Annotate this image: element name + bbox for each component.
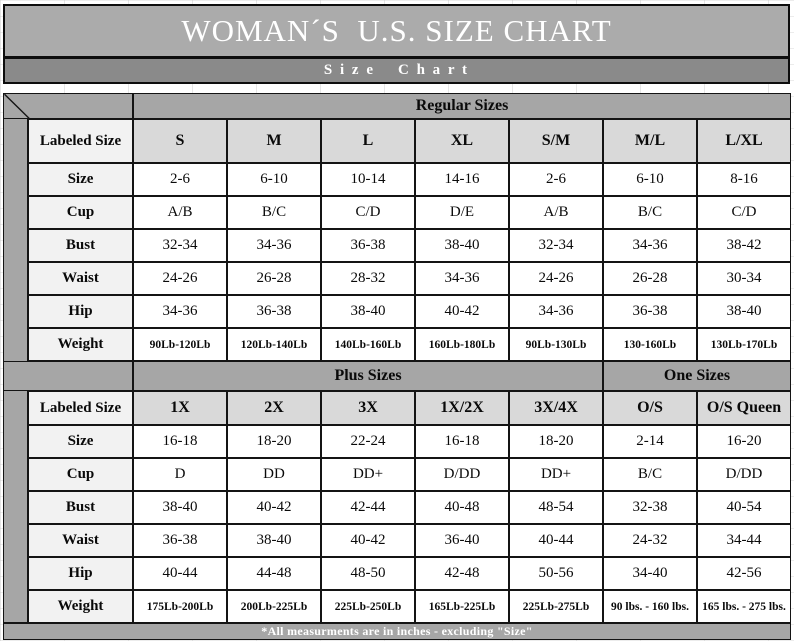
size-cell: 36-38 [603, 295, 697, 328]
size-cell: DD+ [509, 458, 603, 491]
size-cell: 165 lbs. - 275 lbs. [697, 590, 791, 623]
size-cell: B/C [227, 196, 321, 229]
size-cell: 38-40 [415, 229, 509, 262]
size-cell: 28-32 [321, 262, 415, 295]
size-cell: 48-50 [321, 557, 415, 590]
size-cell: 130Lb-170Lb [697, 328, 791, 361]
size-cell: 22-24 [321, 425, 415, 458]
size-cell: 38-40 [133, 491, 227, 524]
table-row [28, 425, 791, 458]
table-row [28, 229, 791, 262]
size-cell: 30-34 [697, 262, 791, 295]
size-cell: 42-44 [321, 491, 415, 524]
size-cell: 40-42 [321, 524, 415, 557]
size-cell: C/D [321, 196, 415, 229]
column-header: 3X/4X [509, 391, 603, 425]
section-band-row [3, 361, 791, 391]
size-cell: 36-40 [415, 524, 509, 557]
size-cell: 34-36 [415, 262, 509, 295]
size-cell: DD+ [321, 458, 415, 491]
size-cell: 16-20 [697, 425, 791, 458]
size-cell: D/DD [697, 458, 791, 491]
labeled-size-row [28, 391, 791, 425]
size-table-body [28, 93, 791, 623]
size-cell: D [133, 458, 227, 491]
row-label: Bust [28, 229, 133, 262]
section-band-row [3, 93, 791, 119]
size-table [3, 93, 791, 640]
size-cell: 26-28 [603, 262, 697, 295]
size-cell: 200Lb-225Lb [227, 590, 321, 623]
size-cell: 50-56 [509, 557, 603, 590]
size-cell: 2-6 [133, 163, 227, 196]
column-header: M/L [603, 119, 697, 163]
row-label: Hip [28, 557, 133, 590]
row-label: Hip [28, 295, 133, 328]
size-cell: 34-36 [227, 229, 321, 262]
table-row [28, 295, 791, 328]
size-cell: 36-38 [227, 295, 321, 328]
size-cell: 40-54 [697, 491, 791, 524]
table-row [28, 196, 791, 229]
column-header: S/M [509, 119, 603, 163]
row-header: Labeled Size [28, 119, 133, 163]
table-row [28, 524, 791, 557]
row-label: Cup [28, 458, 133, 491]
column-header: S [133, 119, 227, 163]
size-cell: 44-48 [227, 557, 321, 590]
size-cell: 18-20 [509, 425, 603, 458]
size-cell: 38-40 [321, 295, 415, 328]
size-cell: 18-20 [227, 425, 321, 458]
size-cell: 8-16 [697, 163, 791, 196]
table-row [28, 163, 791, 196]
size-cell: 40-44 [509, 524, 603, 557]
column-header: XL [415, 119, 509, 163]
size-cell: 34-36 [509, 295, 603, 328]
size-cell: 24-26 [509, 262, 603, 295]
diagonal-line [4, 94, 132, 119]
row-label: Weight [28, 590, 133, 623]
size-cell: 175Lb-200Lb [133, 590, 227, 623]
size-cell: 16-18 [133, 425, 227, 458]
column-header: L [321, 119, 415, 163]
column-header: L/XL [697, 119, 791, 163]
size-cell: 34-36 [133, 295, 227, 328]
chart-title: WOMAN´S U.S. SIZE CHART [5, 6, 788, 56]
size-cell: 48-54 [509, 491, 603, 524]
size-cell: 90Lb-130Lb [509, 328, 603, 361]
size-cell: 40-48 [415, 491, 509, 524]
size-cell: 6-10 [227, 163, 321, 196]
size-cell: 16-18 [415, 425, 509, 458]
size-cell: 90 lbs. - 160 lbs. [603, 590, 697, 623]
size-cell: 14-16 [415, 163, 509, 196]
size-cell: 24-26 [133, 262, 227, 295]
section-band-label: One Sizes [603, 361, 791, 391]
column-header: 3X [321, 391, 415, 425]
header-block [3, 4, 790, 84]
row-label: Weight [28, 328, 133, 361]
column-header: 1X/2X [415, 391, 509, 425]
size-cell: 32-38 [603, 491, 697, 524]
table-row [28, 557, 791, 590]
column-header: 2X [227, 391, 321, 425]
size-cell: 225Lb-275Lb [509, 590, 603, 623]
size-cell: 40-42 [227, 491, 321, 524]
column-header: 1X [133, 391, 227, 425]
corner-cell [3, 361, 133, 391]
size-cell: 130-160Lb [603, 328, 697, 361]
size-cell: A/B [133, 196, 227, 229]
size-cell: 40-44 [133, 557, 227, 590]
size-cell: 34-44 [697, 524, 791, 557]
size-cell: 2-6 [509, 163, 603, 196]
size-cell: 10-14 [321, 163, 415, 196]
size-cell: 42-56 [697, 557, 791, 590]
size-cell: DD [227, 458, 321, 491]
size-cell: 160Lb-180Lb [415, 328, 509, 361]
labeled-size-row [28, 119, 791, 163]
row-label: Bust [28, 491, 133, 524]
table-row [28, 262, 791, 295]
row-label: Cup [28, 196, 133, 229]
section-band-label: Regular Sizes [133, 93, 791, 119]
table-row [28, 590, 791, 623]
size-cell: 32-34 [509, 229, 603, 262]
size-cell: 24-32 [603, 524, 697, 557]
size-cell: 34-40 [603, 557, 697, 590]
size-cell: 225Lb-250Lb [321, 590, 415, 623]
size-cell: 38-40 [227, 524, 321, 557]
row-label: Size [28, 163, 133, 196]
column-header: O/S Queen [697, 391, 791, 425]
size-cell: B/C [603, 196, 697, 229]
size-cell: 32-34 [133, 229, 227, 262]
size-cell: 38-42 [697, 229, 791, 262]
size-cell: A/B [509, 196, 603, 229]
size-cell: 165Lb-225Lb [415, 590, 509, 623]
chart-subtitle: S i z e C h a r t [5, 56, 788, 82]
table-row [28, 328, 791, 361]
table-row [28, 491, 791, 524]
row-header: Labeled Size [28, 391, 133, 425]
size-cell: 140Lb-160Lb [321, 328, 415, 361]
size-cell: C/D [697, 196, 791, 229]
column-header: M [227, 119, 321, 163]
size-cell: B/C [603, 458, 697, 491]
size-cell: 36-38 [321, 229, 415, 262]
size-cell: 2-14 [603, 425, 697, 458]
size-cell: 90Lb-120Lb [133, 328, 227, 361]
footnote: *All measurments are in inches - excluding "Size" [3, 623, 791, 640]
size-cell: 6-10 [603, 163, 697, 196]
size-cell: 38-40 [697, 295, 791, 328]
size-cell: 40-42 [415, 295, 509, 328]
row-label: Waist [28, 262, 133, 295]
table-row [28, 458, 791, 491]
size-cell: D/E [415, 196, 509, 229]
size-cell: 34-36 [603, 229, 697, 262]
corner-cell [3, 93, 133, 119]
column-header: O/S [603, 391, 697, 425]
size-cell: 120Lb-140Lb [227, 328, 321, 361]
size-cell: 36-38 [133, 524, 227, 557]
size-cell: 42-48 [415, 557, 509, 590]
size-cell: 26-28 [227, 262, 321, 295]
row-label: Size [28, 425, 133, 458]
section-band-label: Plus Sizes [133, 361, 603, 391]
row-label: Waist [28, 524, 133, 557]
left-gutter [3, 93, 28, 623]
size-cell: D/DD [415, 458, 509, 491]
